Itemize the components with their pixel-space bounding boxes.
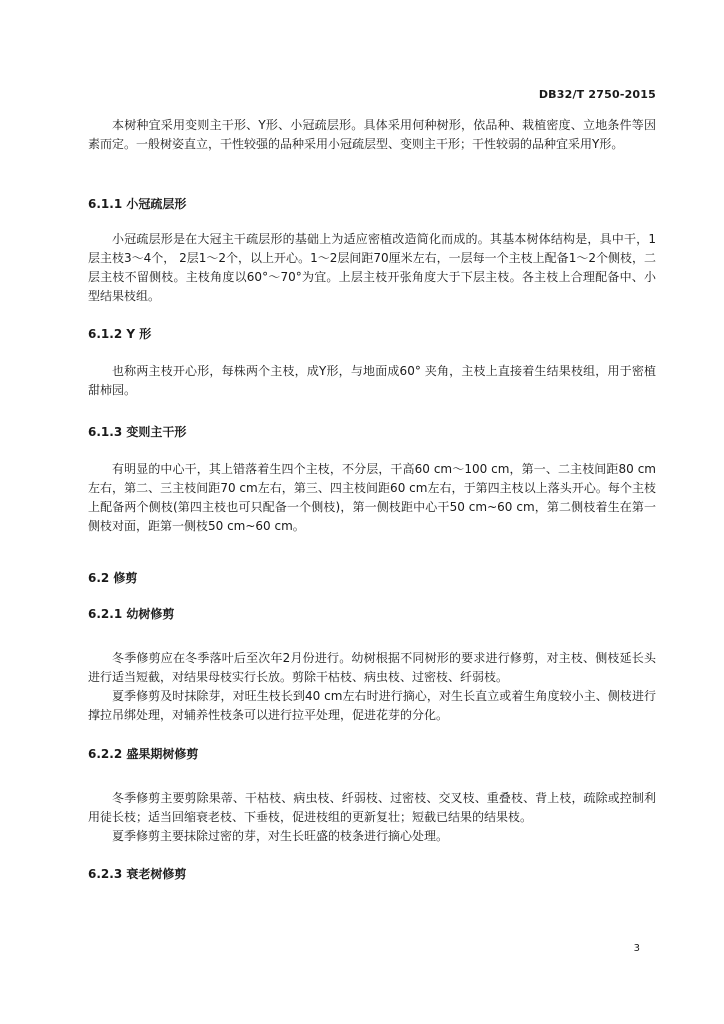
document-id: DB32/T 2750-2015 xyxy=(538,88,656,101)
paragraph: 也称两主枝开心形，每株两个主枝，成Y形，与地面成60° 夹角，主枝上直接着生结果枝组，用于密植甜柿园。 xyxy=(88,364,656,397)
paragraph: 小冠疏层形是在大冠主干疏层形的基础上为适应密植改造简化而成的。其基本树体结构是，具中干，1层主枝3～4个， 2层1～2个，以上开心。1～2层间距70厘米左右，一层每一个主枝上配备1～2个侧枝，二层主枝不留侧枝。主枝角度以60°～70°为宜。上层主枝开张角度大于下层主枝。各主枝上合理配备中、小型结果枝组。 xyxy=(88,232,656,303)
heading-6-2-1: 6.2.1 幼树修剪 xyxy=(88,607,175,621)
section-6-2-1-body xyxy=(88,649,656,725)
heading-6-2-3: 6.2.3 衰老树修剪 xyxy=(88,867,187,881)
heading-6-1-2: 6.1.2 Y 形 xyxy=(88,327,152,341)
heading-6-1-1: 6.1.1 小冠疏层形 xyxy=(88,197,187,211)
section-6-1-3-body xyxy=(88,460,656,536)
paragraph: 夏季修剪主要抹除过密的芽，对生长旺盛的枝条进行摘心处理。 xyxy=(112,829,449,843)
paragraph: 冬季修剪主要剪除果蒂、干枯枝、病虫枝、纤弱枝、过密枝、交叉枝、重叠枝、背上枝，疏除或控制利用徒长枝；适当回缩衰老枝、下垂枝，促进枝组的更新复壮；短截已结果的结果枝。 xyxy=(88,791,656,824)
page-number: 3 xyxy=(633,943,640,954)
heading-6-2: 6.2 修剪 xyxy=(88,571,138,585)
intro-paragraph: 本树种宜采用变则主干形、Y形、小冠疏层形。具体采用何种树形，依品种、栽植密度、立地条件等因素而定。一般树姿直立，干性较强的品种采用小冠疏层型、变则主干形；干性较弱的品种宜采用Y形。 xyxy=(88,118,656,151)
heading-6-2-2: 6.2.2 盛果期树修剪 xyxy=(88,747,199,761)
section-6-1-2-body xyxy=(88,362,656,400)
paragraph: 冬季修剪应在冬季落叶后至次年2月份进行。幼树根据不同树形的要求进行修剪，对主枝、侧枝延长头进行适当短截，对结果母枝实行长放。剪除干枯枝、病虫枝、过密枝、纤弱枝。 xyxy=(88,651,656,684)
section-6-2-2-body xyxy=(88,789,656,846)
paragraph: 有明显的中心干，其上错落着生四个主枝，不分层，干高60 cm～100 cm，第一、二主枝间距80 cm左右，第二、三主枝间距70 cm左右，第三、四主枝间距60 cm左右，于第四主枝以上落头开心。每个主枝上配备两个侧枝(第四主枝也可只配备一个侧枝)，第一侧枝距中心干50 cm~60 cm，第二侧枝着生在第一侧枝对面，距第一侧枝50 cm~60 cm。 xyxy=(88,462,656,533)
intro-block xyxy=(88,116,656,154)
heading-6-1-3: 6.1.3 变则主干形 xyxy=(88,425,187,439)
section-6-1-1-body xyxy=(88,230,656,306)
paragraph: 夏季修剪及时抹除芽，对旺生枝长到40 cm左右时进行摘心，对生长直立或着生角度较小主、侧枝进行撑拉吊绑处理，对辅养性枝条可以进行拉平处理，促进花芽的分化。 xyxy=(88,689,656,722)
